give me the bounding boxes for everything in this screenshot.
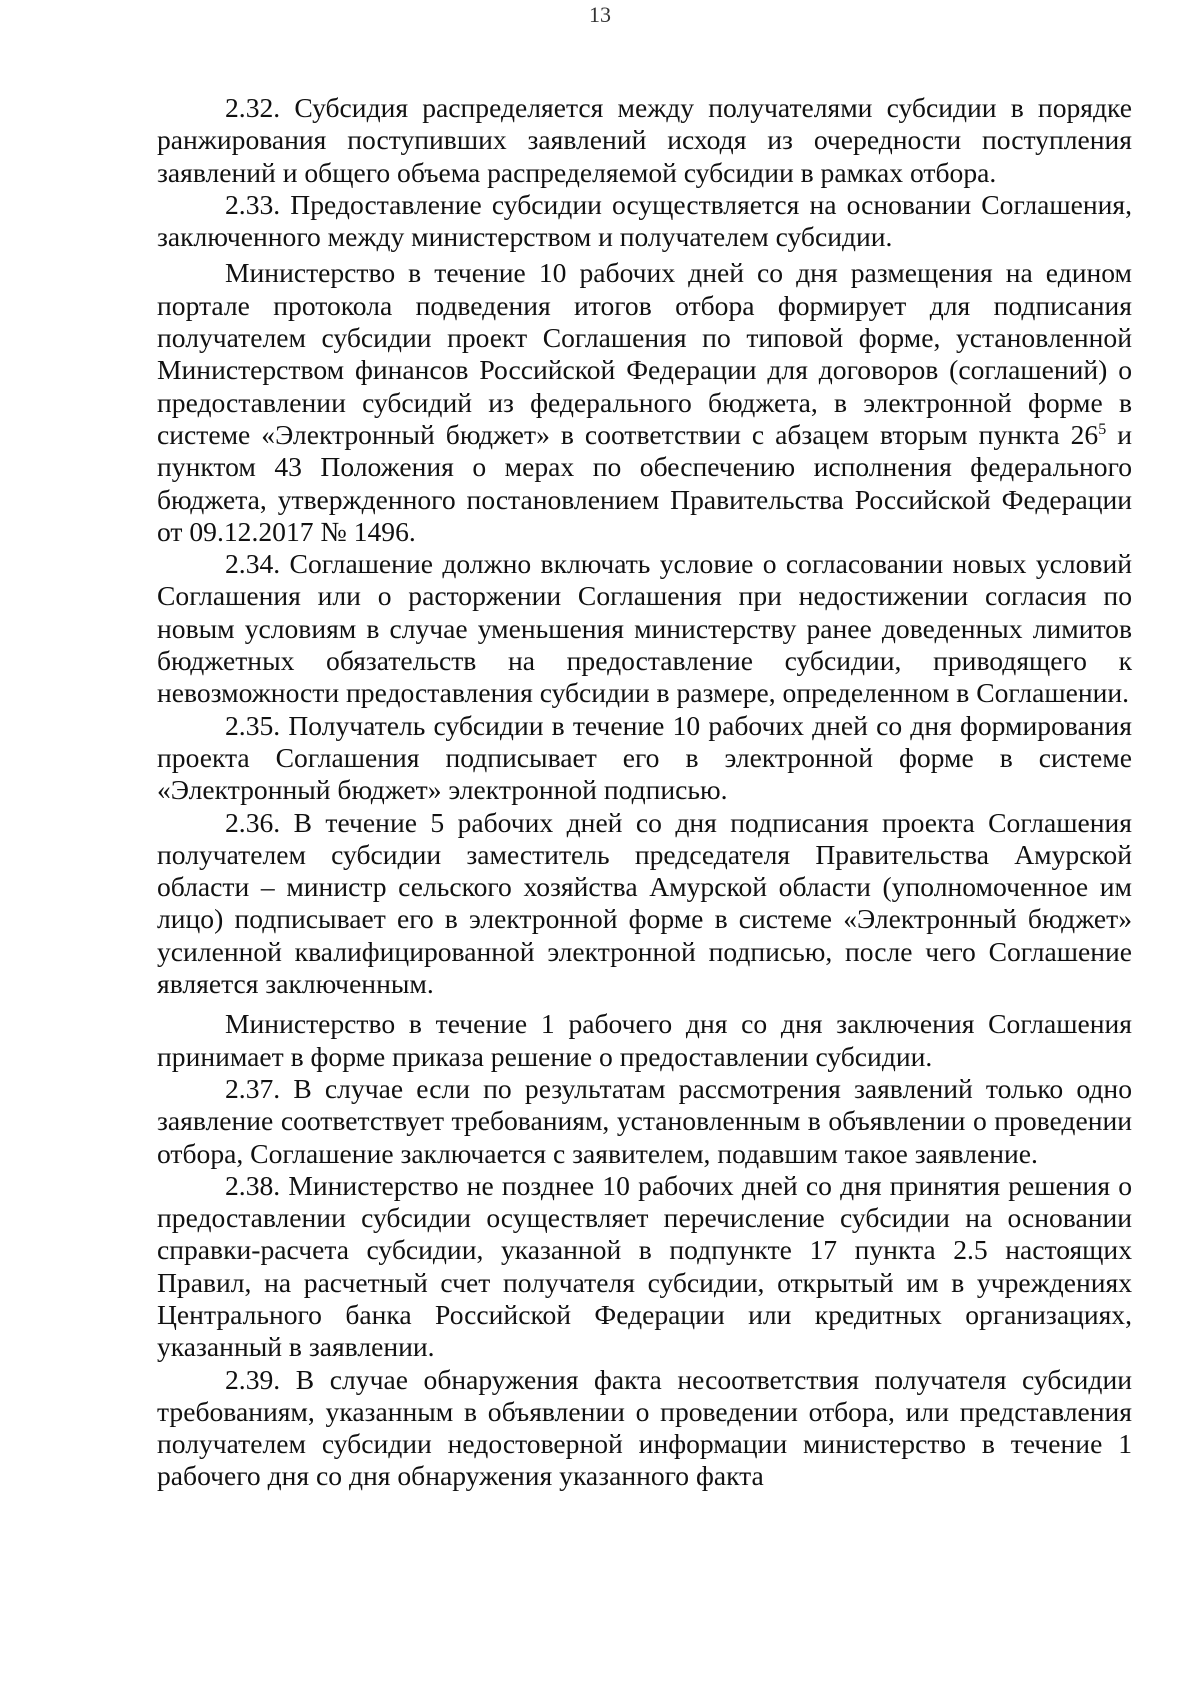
paragraph-agreement-preparation-text: Министерство в течение 10 рабочих дней со дня размещения на едином портале протокола подведения итогов отбора формирует для подписания получателем субсидии проект Соглашения по типовой форме, установленной Министерством финансов Российской Федерации для договоров (соглашений) о предоставлении субсидий из федерального бюджета, в электронной форме в системе «Электронный бюджет» в соответствии с абзацем вторым пункта 26 [157, 257, 1132, 450]
paragraph-2-39: 2.39. В случае обнаружения факта несоответствия получателя субсидии требованиям, указанным в объявлении о проведении отбора, или представления получателем субсидии недостоверной информации министерство в течение 1 рабочего дня со дня обнаружения указанного факта [157, 1363, 1132, 1492]
paragraph-2-32: 2.32. Субсидия распределяется между получателями субсидии в порядке ранжирования поступивших заявлений исходя из очередности поступления заявлений и общего объема распределяемой субсидии в рамках отбора. [157, 92, 1132, 188]
document-body [157, 92, 1132, 1493]
paragraph-2-36: 2.36. В течение 5 рабочих дней со дня подписания проекта Соглашения получателем субсидии заместитель председателя Правительства Амурской области – министр сельского хозяйства Амурской области (уполномоченное им лицо) подписывает его в электронной форме в системе «Электронный бюджет» усиленной квалифицированной электронной подписью, после чего Соглашение является заключенным. [157, 806, 1132, 1000]
paragraph-agreement-preparation-text-cont: и пунктом 43 Положения о мерах по обеспечению исполнения федерального бюджета, утвержденного постановлением Правительства Российской Федерации от 09.12.2017 № 1496. [157, 418, 1132, 547]
paragraph-2-38: 2.38. Министерство не позднее 10 рабочих дней со дня принятия решения о предоставлении субсидии осуществляет перечисление субсидии на основании справки-расчета субсидии, указанной в подпункте 17 пункта 2.5 настоящих Правил, на расчетный счет получателя субсидии, открытый им в учреждениях Центрального банка Российской Федерации или кредитных организациях, указанный в заявлении. [157, 1169, 1132, 1363]
footnote-superscript: 5 [1098, 420, 1107, 438]
paragraph-2-35: 2.35. Получатель субсидии в течение 10 рабочих дней со дня формирования проекта Соглашения подписывает его в электронной форме в системе «Электронный бюджет» электронной подписью. [157, 709, 1132, 806]
paragraph-order-decision: Министерство в течение 1 рабочего дня со дня заключения Соглашения принимает в форме приказа решение о предоставлении субсидии. [157, 1008, 1132, 1072]
paragraph-agreement-preparation [157, 257, 1132, 548]
paragraph-2-33: 2.33. Предоставление субсидии осуществляется на основании Соглашения, заключенного между министерством и получателем субсидии. [157, 188, 1132, 253]
paragraph-2-34: 2.34. Соглашение должно включать условие о согласовании новых условий Соглашения или о расторжении Соглашения при недостижении согласия по новым условиям в случае уменьшения министерству ранее доведенных лимитов бюджетных обязательств на предоставление субсидии, приводящего к невозможности предоставления субсидии в размере, определенном в Соглашении. [157, 548, 1132, 709]
page-number: 13 [589, 2, 611, 27]
paragraph-2-37: 2.37. В случае если по результатам рассмотрения заявлений только одно заявление соответствует требованиям, установленным в объявлении о проведении отбора, Соглашение заключается с заявителем, подавшим такое заявление. [157, 1072, 1132, 1169]
